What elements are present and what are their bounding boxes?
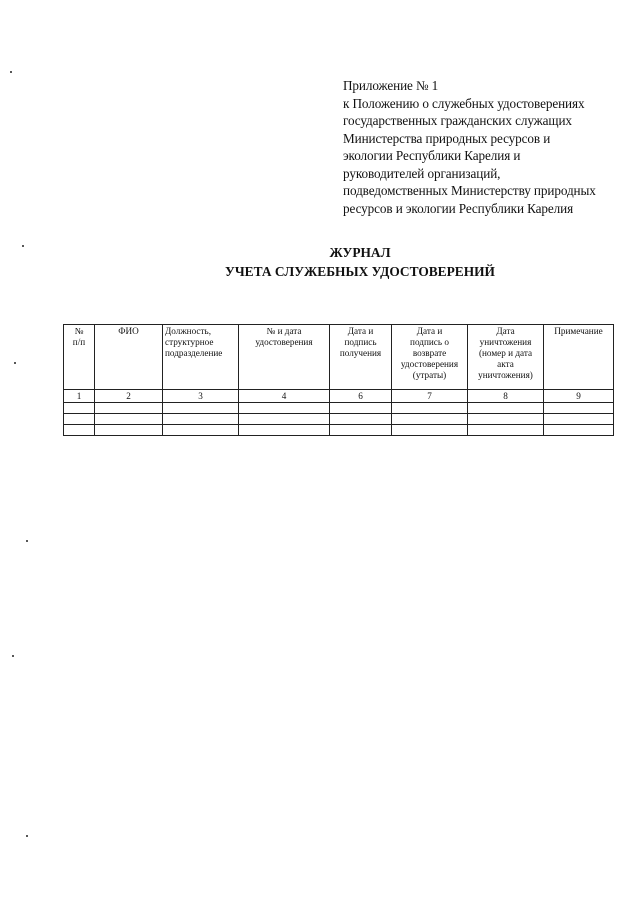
header-cell-position xyxy=(163,325,239,390)
table-row xyxy=(64,425,614,436)
header-text: п/п xyxy=(72,337,86,347)
appendix-line: Приложение № 1 xyxy=(343,78,439,93)
header-text: Дата и xyxy=(347,326,374,336)
table-number-row xyxy=(64,390,614,403)
table-row xyxy=(64,403,614,414)
header-text: получения xyxy=(339,348,382,358)
header-text: Примечание xyxy=(554,326,603,336)
header-text: удостоверения xyxy=(255,337,313,347)
journal-subtitle: УЧЕТА СЛУЖЕБНЫХ УДОСТОВЕРЕНИЙ xyxy=(225,264,495,279)
column-number: 4 xyxy=(239,390,330,403)
column-number: 6 xyxy=(330,390,392,403)
table-cell xyxy=(392,403,468,414)
header-text: подпись о xyxy=(410,337,449,347)
column-number: 7 xyxy=(392,390,468,403)
column-number: 2 xyxy=(95,390,163,403)
header-text: Дата и xyxy=(416,326,443,336)
table-cell xyxy=(163,425,239,436)
table-cell xyxy=(64,403,95,414)
header-text: № и дата xyxy=(266,326,302,336)
table-cell xyxy=(544,414,614,425)
header-cell-certificate xyxy=(239,325,330,390)
table-cell xyxy=(163,414,239,425)
header-cell-fio xyxy=(95,325,163,390)
table-cell xyxy=(330,425,392,436)
table-cell xyxy=(239,425,330,436)
table-header-row xyxy=(64,325,614,390)
header-text: возврате xyxy=(412,348,447,358)
scan-speck xyxy=(22,245,24,247)
appendix-line: Министерства природных ресурсов и xyxy=(343,130,551,146)
table-cell xyxy=(468,403,544,414)
header-cell-destruction xyxy=(468,325,544,390)
header-text: подразделение xyxy=(165,348,223,358)
table-cell xyxy=(468,414,544,425)
header-text: уничтожения) xyxy=(478,370,533,380)
column-number: 1 xyxy=(64,390,95,403)
header-text: подпись xyxy=(344,337,377,347)
table-cell xyxy=(64,425,95,436)
header-text: акта xyxy=(497,359,514,369)
table-cell xyxy=(330,403,392,414)
header-text: ФИО xyxy=(118,326,139,336)
header-cell-return xyxy=(392,325,468,390)
appendix-block xyxy=(343,77,633,217)
header-text: Дата xyxy=(496,326,515,336)
table-cell xyxy=(330,414,392,425)
journal-title: ЖУРНАЛ xyxy=(329,245,391,260)
scan-speck xyxy=(12,655,14,657)
column-number: 8 xyxy=(468,390,544,403)
appendix-line: к Положению о служебных удостоверениях xyxy=(343,95,585,111)
header-text: уничтожения xyxy=(479,337,532,347)
table-cell xyxy=(95,425,163,436)
table-cell xyxy=(95,414,163,425)
table-cell xyxy=(64,414,95,425)
header-cell-number xyxy=(64,325,95,390)
header-text: (утраты) xyxy=(412,370,447,380)
table-cell xyxy=(392,414,468,425)
appendix-line: ресурсов и экологии Республики Карелия xyxy=(343,200,574,216)
scan-speck xyxy=(26,540,28,542)
scan-speck xyxy=(26,835,28,837)
table-cell xyxy=(239,414,330,425)
appendix-line: экологии Республики Карелия и xyxy=(343,148,521,163)
table-cell xyxy=(468,425,544,436)
header-text: (номер и дата xyxy=(478,348,533,358)
table-cell xyxy=(163,403,239,414)
appendix-line: руководителей организаций, xyxy=(343,165,501,181)
column-number: 3 xyxy=(163,390,239,403)
appendix-line: государственных гражданских служащих xyxy=(343,113,572,128)
scan-speck xyxy=(10,71,12,73)
header-cell-receipt xyxy=(330,325,392,390)
header-text: структурное xyxy=(165,337,214,347)
header-text: № xyxy=(74,326,84,336)
table-cell xyxy=(544,403,614,414)
scan-speck xyxy=(14,362,16,364)
appendix-line: подведомственных Министерству природных xyxy=(343,183,596,198)
header-text: Должность, xyxy=(165,326,211,336)
journal-table xyxy=(63,324,614,436)
header-text: удостоверения xyxy=(400,359,459,369)
header-cell-note xyxy=(544,325,614,390)
table-cell xyxy=(239,403,330,414)
table-cell xyxy=(95,403,163,414)
table-row xyxy=(64,414,614,425)
table-cell xyxy=(392,425,468,436)
table-cell xyxy=(544,425,614,436)
column-number: 9 xyxy=(544,390,614,403)
